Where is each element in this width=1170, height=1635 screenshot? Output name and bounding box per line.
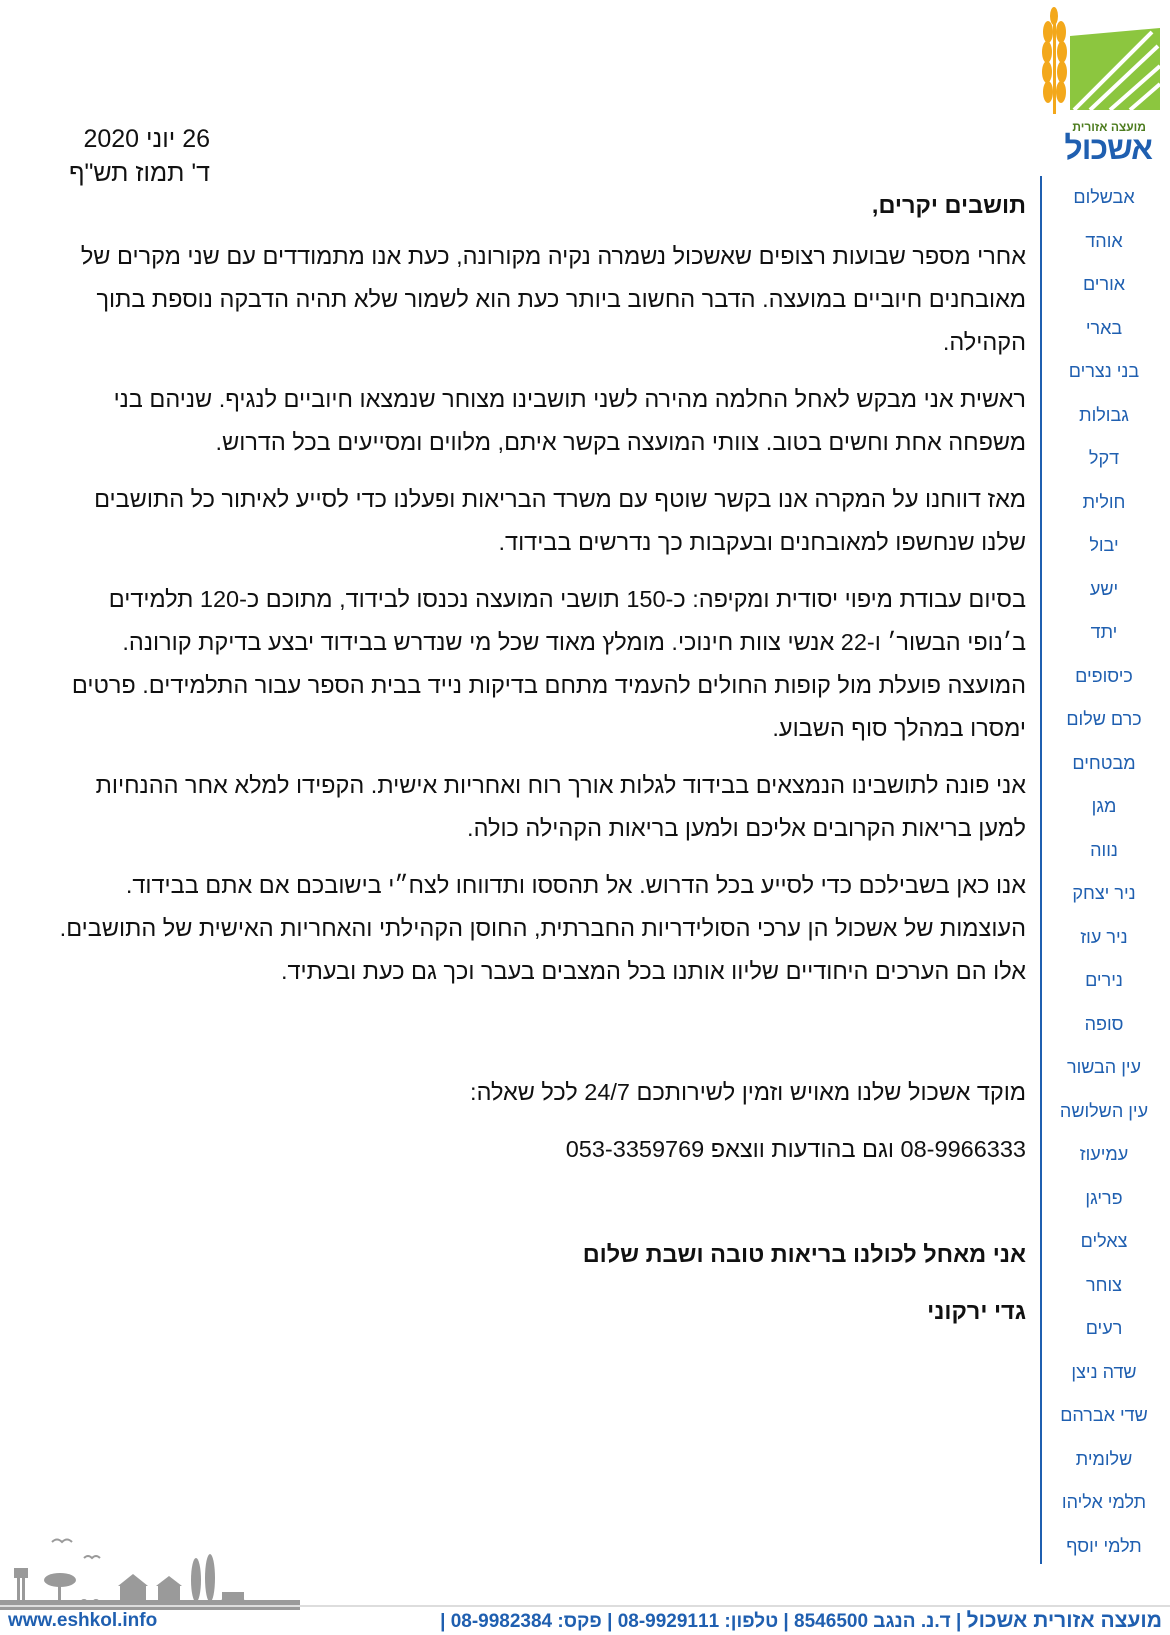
settlement-item: עין השלושה [1059,1100,1149,1121]
settlement-item: שדה ניצן [1071,1361,1137,1382]
spacer [48,1185,1026,1233]
letter-paragraph: אני פונה לתושבינו הנמצאים בבידוד לגלות אורך רוח ואחריות אישית. הקפידו למלא אחר ההנחיות למען בריאות הקרובים אליכם ולמען בריאות הקהילה כולה. [95,772,1026,841]
hotline-phones: 08-9966333 וגם בהודעות ווצאפ 053-3359769 [565,1136,1026,1162]
house-icon [158,1586,180,1602]
settlement-item: ניר יצחק [1072,883,1136,903]
settlement-item: כרם שלום [1066,709,1142,729]
settlement-item: סופה [1084,1013,1124,1034]
settlement-item: צאלים [1080,1231,1128,1251]
cypress-icon [205,1554,215,1602]
footer-separator: | [601,1610,613,1632]
settlement-item: שדי אברהם [1060,1405,1148,1425]
spacer [48,1007,1026,1071]
settlement-item: אבשלום [1073,187,1135,207]
letter-greeting: תושבים יקרים, [871,192,1026,218]
council-logo [1030,6,1160,166]
letter-date [50,122,210,190]
settlement-item: מגן [1091,796,1117,816]
settlement-item: שלומית [1075,1448,1133,1469]
settlement-item: נירים [1085,970,1123,990]
settlement-item: חולית [1082,491,1126,512]
logo-tagline: מועצה אזורית [1072,120,1146,134]
hotline-text: מוקד אשכול שלנו מאויש וזמין לשירותכם 24/7 לכל שאלה: [470,1079,1026,1105]
settlement-item: עין הבשור [1066,1057,1142,1077]
settlement-item: פריגן [1085,1187,1123,1208]
settlement-item: דקל [1088,448,1120,468]
logo-emblem [1030,6,1160,124]
footer [0,1606,1170,1635]
watchtower-icon [14,1568,28,1578]
footer-separator: | [950,1610,962,1632]
settlement-item: צוחר [1086,1274,1122,1295]
bird-icon [52,1540,72,1543]
footer-address: ד.נ. הנגב 8546500 [794,1610,951,1632]
hebrew-date: ד' תמוז תש"ף [68,159,210,187]
logo-name: אשכול [1064,130,1152,166]
settlements-sidebar [1040,176,1166,1564]
letter-paragraph: בסיום עבודת מיפוי יסודית ומקיפה: כ-150 תושבי המועצה נכנסו לבידוד, מתוכם כ-120 תלמידים ב׳נופי הבשור׳ ו-22 אנשי צוות חינוכי. מומלץ מאוד שכל מי שנדרש בבידוד יבצע בדיקת קורונה. המועצה פועלת מול קופות החולים להעמיד מתחם בדיקות נייד בבית הספר עבור התלמידים. פרטים ימסרו במהלך סוף השבוע. [71,586,1026,741]
settlement-item: אורים [1082,274,1126,294]
cypress-icon [191,1558,201,1602]
settlement-item: עמיעוז [1079,1144,1129,1164]
settlement-item: נווה [1090,839,1118,860]
settlement-item: ישע [1089,578,1119,599]
settlement-item: יתד [1090,622,1118,642]
gregorian-date: 26 יוני 2020 [83,125,210,153]
footer-contact-info [440,1609,1162,1633]
letter-paragraph: אנו כאן בשבילכם כדי לסייע בכל הדרוש. אל תהססו ותדווחו לצח״י בישובכם אם אתם בבידוד. העוצמות של אשכול הן ערכי הסולידריות החברתית, החוסן הקהילתי והאחריות האישית של התושבים. אלו הם הערכים היחודיים שליוו אותנו בכל המצבים בעבר וכך גם כעת ובעתיד. [59,872,1026,984]
footer-separator: | [778,1610,789,1632]
bird-icon [84,1556,100,1558]
settlement-item: גבולות [1079,404,1129,425]
settlement-item: בני נצרים [1068,361,1140,381]
landscape-illustration [0,1500,300,1610]
footer-fax: פקס: 08-9982384 [450,1610,602,1632]
footer-separator: | [440,1610,446,1632]
settlement-item: תלמי אליהו [1061,1492,1147,1512]
signature: גדי ירקוני [927,1298,1026,1324]
footer-phone: טלפון: 08-9929111 [617,1610,779,1632]
settlement-item: תלמי יוסף [1066,1535,1142,1556]
letter-paragraph: אחרי מספר שבועות רצופים שאשכול נשמרה נקיה מקורונה, כעת אנו מתמודדים עם שני מקרים של מאובחנים חיוביים במועצה. הדבר החשוב ביותר כעת הוא לשמור שלא תהיה הדבקה נוספת בתוך הקהילה. [80,243,1026,355]
settlements-list [1042,176,1166,1568]
letter-paragraph: מאז דווחנו על המקרה אנו בקשר שוטף עם משרד הבריאות ופעלנו כדי לסייע לאיתור כל התושבים שלנו שנחשפו למאובחנים ובעקבות כך נדרשים בבידוד. [94,486,1026,555]
settlement-item: כיסופים [1075,665,1133,686]
house-icon [120,1586,146,1602]
footer-website-link[interactable]: www.eshkol.info [8,1609,158,1631]
letter-paragraph: ראשית אני מבקש לאחל החלמה מהירה לשני תושבינו מצוחר שנמצאו חיוביים לנגיף. שניהם בני משפחה אחת וחשים בטוב. צוותי המועצה בקשר איתם, מלווים ומסייעים בכל הדרוש. [113,386,1026,455]
closing-line: אני מאחל לכולנו בריאות טובה ושבת שלום [582,1241,1026,1267]
settlement-item: יבול [1089,535,1119,555]
letter-body [48,184,1026,1347]
settlement-item: ניר עוז [1080,926,1128,947]
settlement-item: מבטחים [1072,752,1136,773]
settlement-item: אוהד [1085,230,1123,251]
settlement-item: רעים [1085,1318,1123,1338]
settlement-item: בארי [1085,317,1123,338]
footer-org: מועצה אזורית אשכול [966,1608,1162,1632]
